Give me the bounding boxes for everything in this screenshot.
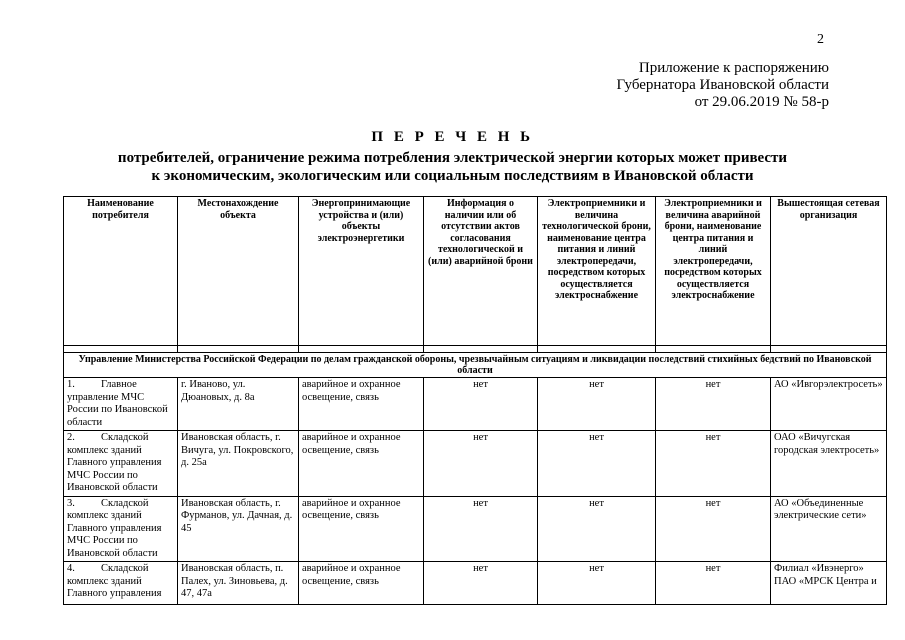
section-title: Управление Министерства Российской Федерации по делам гражданской обороны, чрезвычайным ситуациям и ликвидации последствий стихийных бедствий по Ивановской области xyxy=(64,353,887,378)
consumer-name: Складской комплекс зданий Главного управления xyxy=(67,563,162,599)
cell-emergency-reserve: нет xyxy=(656,378,771,431)
cell-acts: нет xyxy=(424,378,538,431)
cell-emergency-reserve: нет xyxy=(656,562,771,605)
subtitle-line-1: потребителей, ограничение режима потребления электрической энергии которых может привести xyxy=(117,150,788,166)
appendix-line-1: Приложение к распоряжению xyxy=(638,60,829,76)
cell-acts: нет xyxy=(424,431,538,497)
cell-acts: нет xyxy=(424,562,538,605)
cell-network-org: АО «Ивгорэлектросеть» xyxy=(771,378,887,431)
cell-tech-reserve: нет xyxy=(538,431,656,497)
cell-location: Ивановская область, г. Вичуга, ул. Покровского, д. 25а xyxy=(178,431,299,497)
cell-network-org: АО «Объединенные электрические сети» xyxy=(771,496,887,562)
cell-consumer xyxy=(64,496,178,562)
table-row xyxy=(64,496,887,562)
cell-devices: аварийное и охранное освещение, связь xyxy=(299,431,424,497)
cell-network-org: Филиал «Ивэнерго» ПАО «МРСК Центра и xyxy=(771,562,887,605)
cell-location: Ивановская область, п. Палех, ул. Зиновьева, д. 47, 47а xyxy=(178,562,299,605)
appendix-line-2: Губернатора Ивановской области xyxy=(616,77,829,93)
cell-location: г. Иваново, ул. Дюановых, д. 8а xyxy=(178,378,299,431)
consumer-name: Главное управление МЧС России по Ивановской области xyxy=(67,379,168,428)
cell-devices: аварийное и охранное освещение, связь xyxy=(299,496,424,562)
header-location: Местонахождение объекта xyxy=(178,197,299,346)
header-network-org: Вышестоящая сетевая организация xyxy=(771,197,887,346)
row-number: 2. xyxy=(67,432,75,443)
table-row xyxy=(64,562,887,605)
cell-devices: аварийное и охранное освещение, связь xyxy=(299,562,424,605)
row-number: 1. xyxy=(67,379,75,390)
consumers-table xyxy=(63,196,887,605)
table-section-row xyxy=(64,353,887,378)
consumer-name: Складской комплекс зданий Главного управления МЧС России по Ивановской области xyxy=(67,432,162,493)
table-spacer-row xyxy=(64,346,887,353)
cell-tech-reserve: нет xyxy=(538,378,656,431)
subtitle-line-2: к экономическим, экологическим или социальным последствиям в Ивановской области xyxy=(151,168,754,184)
header-consumer-name: Наименование потребителя xyxy=(64,197,178,346)
consumer-name: Складской комплекс зданий Главного управления МЧС России по Ивановской области xyxy=(67,497,162,559)
table-row xyxy=(64,431,887,497)
cell-network-org: ОАО «Вичугская городская электросеть» xyxy=(771,431,887,497)
header-emergency-reserve: Электроприемники и величина аварийной брони, наименование центра питания и линий электропередачи, посредством которых осуществляется электроснабжение xyxy=(656,197,771,346)
cell-emergency-reserve: нет xyxy=(656,431,771,497)
row-number: 4. xyxy=(67,563,75,574)
cell-consumer xyxy=(64,378,178,431)
table-header-row xyxy=(64,197,887,346)
cell-acts: нет xyxy=(424,496,538,562)
cell-location: Ивановская область, г. Фурманов, ул. Дачная, д. 45 xyxy=(178,496,299,562)
cell-tech-reserve: нет xyxy=(538,496,656,562)
table-row xyxy=(64,378,887,431)
row-number: 3. xyxy=(67,497,75,509)
document-title: П Е Р Е Ч Е Н Ь xyxy=(371,129,534,145)
page-number: 2 xyxy=(817,32,824,47)
header-devices: Энергопринимающие устройства и (или) объекты электроэнергетики xyxy=(299,197,424,346)
document-subtitle xyxy=(0,149,905,185)
header-acts: Информация о наличии или об отсутствии актов согласования технологической и (или) аварийной брони xyxy=(424,197,538,346)
cell-devices: аварийное и охранное освещение, связь xyxy=(299,378,424,431)
cell-emergency-reserve: нет xyxy=(656,496,771,562)
header-tech-reserve: Электроприемники и величина технологической брони, наименование центра питания и линий электропередачи, посредством которых осуществляется электроснабжение xyxy=(538,197,656,346)
cell-consumer xyxy=(64,431,178,497)
appendix-note xyxy=(616,60,829,111)
appendix-line-3: от 29.06.2019 № 58-р xyxy=(694,94,829,110)
cell-tech-reserve: нет xyxy=(538,562,656,605)
cell-consumer xyxy=(64,562,178,605)
